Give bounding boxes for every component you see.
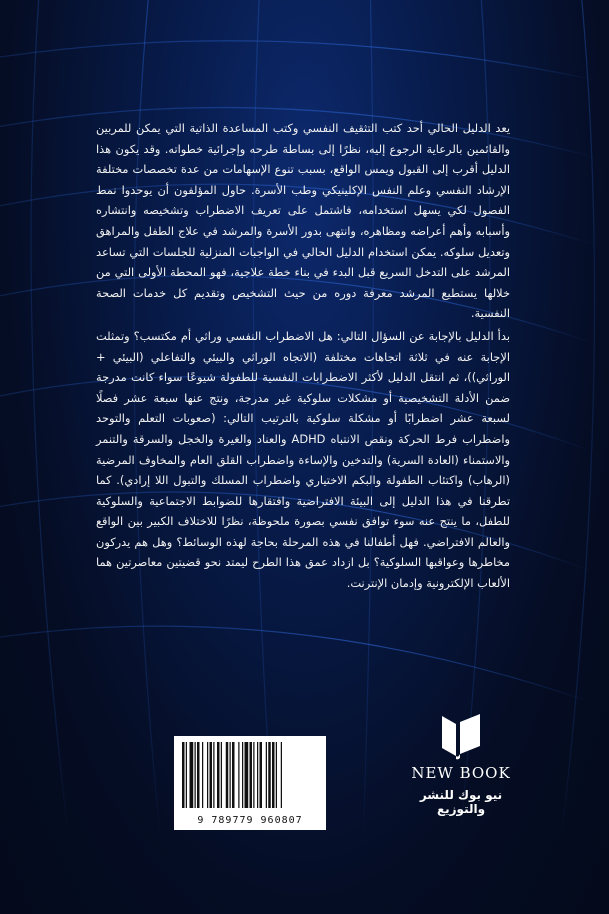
barcode-bar — [245, 742, 249, 808]
barcode-bar — [253, 742, 254, 808]
barcode-bar — [190, 742, 194, 808]
barcode-bar — [186, 742, 187, 808]
blurb-paragraph-1: يعد الدليل الحالي أحد كتب التثقيف النفسي وكتب المساعدة الذاتية التي يمكن للمربين والقائمين بالرعاية الرجوع إليه، نظرًا إلى بساطة طرحه وإجرائية خطواته. وقد يكون هذا الدليل أقرب إلى القبول ويمس الواقع، بسبب تنوع الإسهامات من عدة تخصصات مختلفة الإرشاد النفسي وعلم النفس الإكلينيكي وطب الأسرة. حاول المؤلفون أن يوحدوا نمط الفصول لكي يسهل استخدامه، فاشتمل على تعريف الاضطراب وتشخيصه وانتشاره وأسبابه وأهم أعراضه ومظاهره، وانتهى بدور الأسرة والمرشد في علاج الطفل والمراهق وتعديل سلوكه. يمكن استخدام الدليل الحالي في الواجبات المنزلية للجلسات التي تساعد المرشد على التدخل السريع قبل البدء في بناء خطة علاجية، فهو المحطة الأولى التي من خلالها يستطيع المرشد معرفة دوره من حيث التشخيص وتقديم كل خدمات الصحة النفسية. — [96, 121, 510, 321]
isbn-number: 9 789779 960807 — [197, 815, 303, 826]
blurb-paragraph-2: بدأ الدليل بالإجابة عن السؤال التالي: هل الاضطراب النفسي وراثي أم مكتسب؟ وتمثلت الإجابة عنه في ثلاثة اتجاهات مختلفة (الاتجاه الوراثي والبيئي والتفاعلي (البيئي + الوراثي))، ثم انتقل الدليل لأكثر الاضطرابات النفسية للطفولة شيوعًا سواء كانت مدرجة ضمن الأدلة التشخيصية أو مشكلات سلوكية غير مدرجة، ونتج عنها سبعة عشر فصلًا لسبعة عشر اضطرابًا أو مشكلة سلوكية بالترتيب التالي: (صعوبات التعلم والتوحد واضطراب فرط الحركة ونقص الانتباه ADHD والعناد والغيرة والخجل والسرقة والتنمر والاستمناء (العادة السرية) والتدخين والإساءة واضطراب القلق العام والمخاوف المرضية (الرهاب) واكتئاب الطفولة والبكم الاختياري واضطراب المسلك والتبول اللا إرادي). كما تطرقنا في هذا الدليل إلى البيئة الافتراضية وافتقارها للضوابط الاجتماعية والسلوكية للطفل، ما ينتج عنه سوء توافق نفسي بصورة ملحوظة، نظرًا للاختلاف الكبير بين الواقع والعالم الافتراضي. فهل أطفالنا في هذه المرحلة بحاجة لهذه الوسائط؟ وهل هم يدركون مخاطرها وعواقبها السلوكية؟ بل ازداد عمق هذا الطرح ليمتد نحو قضيتين معاصرتين هما الألعاب الإلكترونية وإدمان الإنترنت. — [96, 328, 510, 591]
barcode-bar — [230, 742, 231, 808]
isbn-barcode — [174, 736, 326, 830]
barcode-bar — [202, 742, 203, 808]
barcode-bar — [210, 742, 213, 808]
barcode-bar — [266, 742, 267, 808]
barcode-bar — [217, 742, 220, 808]
barcode-bar — [221, 742, 222, 808]
barcode-bar — [195, 742, 196, 808]
barcode-bar — [257, 742, 258, 808]
barcode-bar — [238, 742, 239, 808]
barcode-bar — [226, 742, 229, 808]
open-book-icon — [436, 712, 486, 760]
barcode-bar — [276, 742, 277, 808]
barcode-bars — [180, 742, 320, 808]
barcode-bar — [272, 742, 275, 808]
publisher-tagline: نيو بوك للنشر والتوزيع — [419, 788, 503, 816]
barcode-bar — [268, 742, 271, 808]
back-cover-blurb — [96, 118, 510, 594]
barcode-bar — [242, 742, 243, 808]
barcode-bar — [232, 742, 235, 808]
barcode-bar — [207, 742, 208, 808]
barcode-bar — [213, 742, 214, 808]
barcode-bar — [281, 742, 282, 808]
barcode-bar — [250, 742, 253, 808]
publisher-logo — [396, 712, 526, 822]
publisher-name: NEW BOOK — [411, 764, 511, 782]
barcode-bar — [197, 742, 200, 808]
barcode-bar — [260, 742, 263, 808]
barcode-bar — [182, 742, 185, 808]
